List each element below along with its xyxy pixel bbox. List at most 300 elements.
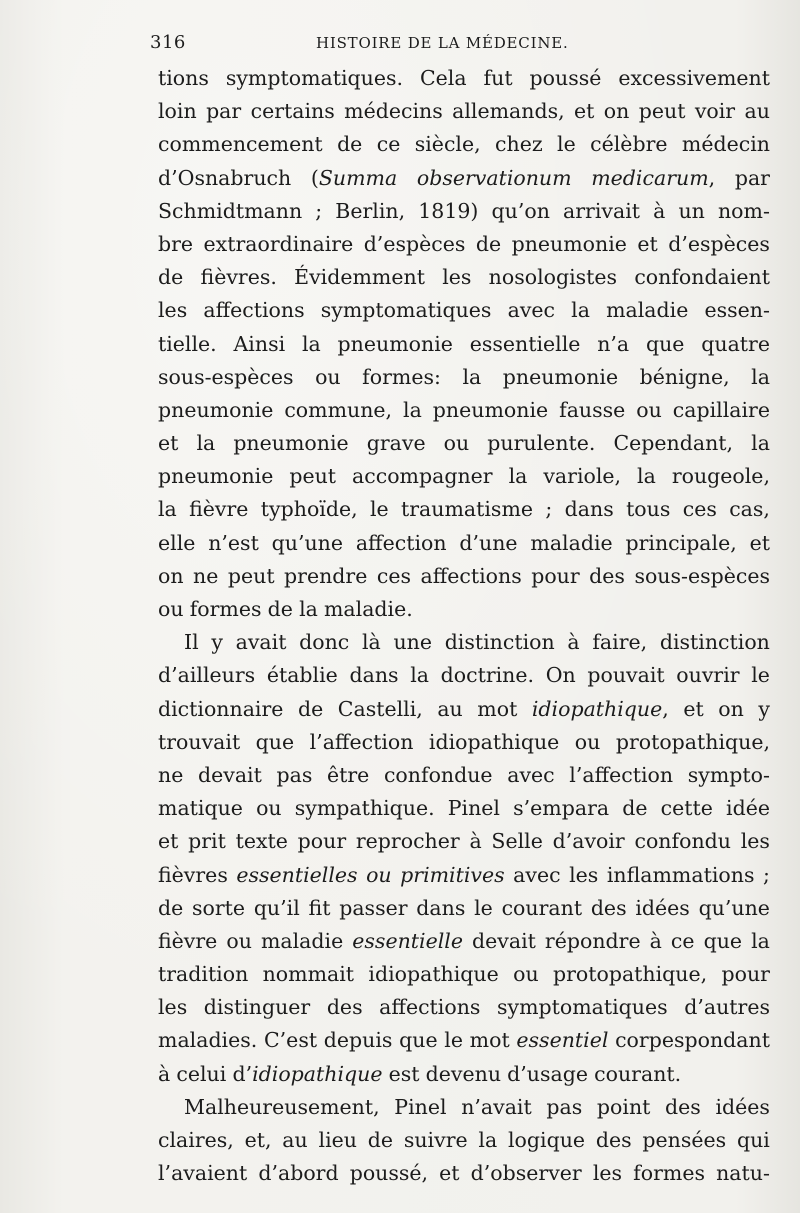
word: de bbox=[367, 1128, 394, 1152]
text-line bbox=[158, 1124, 770, 1157]
word: (Summa bbox=[310, 165, 398, 190]
text-line bbox=[158, 892, 770, 925]
word: affection bbox=[355, 530, 447, 555]
word: distinction bbox=[659, 630, 770, 655]
text-line bbox=[158, 925, 770, 958]
word: Malheureusement, bbox=[184, 1094, 380, 1119]
word: observationum bbox=[416, 165, 572, 190]
text-line bbox=[158, 228, 770, 261]
word: à bbox=[469, 829, 482, 854]
word: n’a bbox=[597, 331, 630, 356]
word: distinction bbox=[444, 630, 555, 655]
word: affections bbox=[420, 563, 522, 588]
word: siècle, bbox=[414, 132, 481, 157]
word: qui bbox=[736, 1128, 770, 1152]
text-line bbox=[158, 1024, 770, 1057]
word: Selle bbox=[491, 829, 543, 854]
word: que bbox=[255, 729, 295, 754]
text-line bbox=[158, 62, 770, 95]
word: idiopathique bbox=[368, 962, 499, 987]
word: qu’une bbox=[271, 530, 344, 555]
word: accompagner bbox=[352, 464, 493, 489]
word: et bbox=[637, 231, 658, 256]
word: Évidemment bbox=[294, 265, 425, 290]
word: établie bbox=[266, 663, 338, 688]
word: essentielle bbox=[352, 928, 463, 953]
word: maladies. bbox=[158, 1028, 258, 1053]
word: ouvrir bbox=[676, 663, 740, 688]
word: natu- bbox=[716, 1161, 770, 1186]
word: pas bbox=[276, 762, 313, 787]
word: des bbox=[665, 1094, 701, 1119]
word: de bbox=[158, 895, 184, 920]
word: logique bbox=[508, 1128, 586, 1152]
word: ou bbox=[315, 364, 341, 389]
word: médecin bbox=[681, 132, 770, 157]
word: que bbox=[399, 1028, 438, 1053]
text-line bbox=[158, 991, 770, 1024]
word: et bbox=[439, 1161, 460, 1186]
text-line bbox=[158, 1157, 770, 1190]
word: capillaire bbox=[672, 397, 770, 422]
word: d’Osnabruch bbox=[158, 165, 292, 190]
text-line bbox=[158, 361, 770, 394]
word: pneumonie bbox=[158, 464, 274, 489]
word: la bbox=[462, 364, 482, 389]
word: prit bbox=[188, 829, 226, 854]
word: avec bbox=[513, 862, 561, 887]
word: reprocher bbox=[355, 829, 460, 854]
word: à bbox=[653, 198, 666, 223]
word: poussé bbox=[529, 66, 602, 90]
word: certains bbox=[250, 99, 335, 124]
word: des bbox=[326, 995, 363, 1020]
word: pour bbox=[531, 563, 580, 588]
word: avec bbox=[507, 298, 556, 323]
word: y bbox=[211, 630, 223, 655]
word: les bbox=[158, 298, 188, 323]
word: d’abord bbox=[258, 1161, 339, 1186]
running-head bbox=[150, 32, 775, 56]
word: Il bbox=[184, 630, 199, 655]
word: rougeole, bbox=[671, 464, 770, 489]
word: cas, bbox=[729, 497, 770, 522]
text-line bbox=[158, 759, 770, 792]
word: pneumonie bbox=[502, 364, 619, 389]
word: voir bbox=[694, 99, 736, 124]
word: maladie. bbox=[323, 597, 413, 621]
word: devenu bbox=[425, 1061, 502, 1086]
word: courant bbox=[501, 895, 583, 920]
word: loin bbox=[158, 99, 197, 124]
word: texte bbox=[235, 829, 288, 854]
word: extraordinaire bbox=[203, 231, 354, 256]
word: commencement bbox=[158, 132, 323, 157]
word: tous bbox=[626, 497, 671, 522]
word: la bbox=[571, 298, 590, 323]
text-line bbox=[158, 95, 770, 128]
word: ces bbox=[682, 497, 717, 522]
word: ou bbox=[636, 397, 662, 422]
word: typhoïde, bbox=[260, 497, 358, 522]
word: protopathique, bbox=[552, 962, 708, 987]
word: bre bbox=[158, 231, 194, 256]
word: fut bbox=[483, 66, 513, 90]
word: formes: bbox=[362, 364, 441, 389]
word: Cependant, bbox=[613, 431, 734, 456]
word: idées bbox=[715, 1094, 770, 1119]
word: tielle. bbox=[158, 331, 217, 356]
word: la bbox=[508, 464, 528, 489]
text-line bbox=[158, 261, 770, 294]
text-line bbox=[158, 792, 770, 825]
word: Castelli, bbox=[337, 696, 423, 721]
word: prendre bbox=[284, 563, 368, 588]
word: à bbox=[567, 630, 580, 655]
word: fièvres. bbox=[200, 265, 277, 290]
word: de bbox=[267, 597, 293, 621]
word: fièvre bbox=[158, 928, 218, 953]
word: maladie bbox=[260, 928, 344, 953]
word: symptomatiques bbox=[496, 995, 668, 1020]
word: pas bbox=[546, 1094, 583, 1119]
text-line bbox=[158, 328, 770, 361]
word: une bbox=[393, 630, 432, 655]
word: un bbox=[678, 198, 705, 223]
word: ou bbox=[574, 729, 601, 754]
word: medicarum, bbox=[591, 165, 716, 190]
word: médecins bbox=[344, 99, 443, 124]
word: le bbox=[557, 132, 576, 157]
word: d’avoir bbox=[552, 829, 625, 854]
text-line bbox=[158, 128, 770, 161]
text-line bbox=[158, 460, 770, 493]
word: l’affection bbox=[569, 762, 674, 787]
word: idiopathique, bbox=[531, 696, 669, 721]
word: arrivait bbox=[563, 198, 640, 223]
word: au bbox=[437, 696, 463, 721]
word: maladie bbox=[606, 298, 689, 323]
word: au bbox=[282, 1128, 308, 1152]
word: lieu bbox=[318, 1128, 357, 1152]
word: l’avaient bbox=[158, 1161, 248, 1186]
word: maladie bbox=[530, 530, 613, 555]
word: point bbox=[596, 1094, 651, 1119]
word: celui bbox=[176, 1061, 227, 1086]
word: qu’une bbox=[698, 895, 770, 920]
word: pour bbox=[297, 829, 347, 854]
word: poussé, bbox=[349, 1161, 429, 1186]
text-line bbox=[158, 859, 770, 892]
word: dans bbox=[416, 895, 466, 920]
word: sorte bbox=[192, 895, 246, 920]
word: passer bbox=[339, 895, 408, 920]
word: d’une bbox=[459, 530, 518, 555]
word: claires, bbox=[158, 1128, 234, 1152]
word: faire, bbox=[592, 630, 648, 655]
word: pouvait bbox=[587, 663, 665, 688]
word: confondu bbox=[634, 829, 731, 854]
text-line bbox=[158, 560, 770, 593]
word: symptomatiques. bbox=[225, 66, 404, 90]
text-line bbox=[158, 294, 770, 327]
word: C’est bbox=[263, 1028, 318, 1053]
word: ces bbox=[376, 563, 411, 588]
word: fièvre bbox=[189, 497, 249, 522]
word: formes bbox=[189, 597, 262, 621]
word: pneumonie bbox=[158, 397, 274, 422]
word: la bbox=[751, 364, 770, 389]
word: la bbox=[403, 397, 422, 422]
word: qu’il bbox=[253, 895, 300, 920]
text-line bbox=[158, 394, 770, 427]
word: les bbox=[592, 1161, 623, 1186]
word: des bbox=[595, 1128, 632, 1152]
word: le bbox=[369, 497, 389, 522]
word: depuis bbox=[323, 1028, 393, 1053]
word: peut bbox=[638, 99, 686, 124]
word: à bbox=[649, 928, 662, 953]
word: essentielles bbox=[236, 862, 358, 887]
word: d’espèces bbox=[668, 231, 770, 256]
word: essentiel bbox=[516, 1028, 609, 1053]
word: de bbox=[337, 132, 363, 157]
word: la bbox=[637, 464, 656, 489]
word: être bbox=[327, 762, 370, 787]
word: et bbox=[574, 99, 595, 124]
word: de bbox=[475, 231, 502, 256]
text-line bbox=[158, 626, 770, 659]
word: mot bbox=[469, 1028, 510, 1053]
word: idée bbox=[726, 796, 770, 821]
word: tradition bbox=[158, 962, 249, 987]
word: et bbox=[158, 431, 179, 456]
word: au bbox=[744, 99, 770, 124]
word: ou bbox=[513, 962, 539, 987]
word: avait bbox=[235, 630, 287, 655]
word: la bbox=[196, 431, 216, 456]
word: et bbox=[158, 829, 179, 854]
word: ; bbox=[762, 862, 770, 887]
word: le bbox=[751, 663, 770, 688]
word: sympto- bbox=[687, 762, 770, 787]
word: bénigne, bbox=[639, 364, 730, 389]
word: sympathique. bbox=[294, 796, 435, 821]
word: nosologistes bbox=[488, 265, 618, 290]
word: ce bbox=[670, 928, 695, 953]
word: fièvres bbox=[158, 862, 228, 887]
word: d’usage bbox=[507, 1061, 589, 1086]
word: dictionnaire bbox=[158, 696, 284, 721]
word: à bbox=[158, 1061, 171, 1086]
word: les bbox=[740, 829, 770, 854]
page-number: 316 bbox=[150, 32, 186, 53]
word: ne bbox=[193, 563, 219, 588]
word: y bbox=[758, 696, 770, 721]
word: pensées bbox=[642, 1128, 727, 1152]
word: des bbox=[590, 895, 627, 920]
word: devait bbox=[197, 762, 262, 787]
word: qu’on bbox=[491, 198, 550, 223]
word: la bbox=[299, 597, 318, 621]
word: le bbox=[444, 1028, 463, 1053]
word: dans bbox=[349, 663, 399, 688]
word: formes bbox=[633, 1161, 705, 1186]
word: On bbox=[545, 663, 576, 688]
word: est bbox=[388, 1061, 420, 1086]
word: que bbox=[703, 928, 743, 953]
text-line bbox=[158, 1091, 770, 1124]
text-line bbox=[158, 693, 770, 726]
word: 1819) bbox=[418, 198, 479, 223]
word: symptomatiques bbox=[320, 298, 492, 323]
word: ou bbox=[366, 862, 392, 887]
word: la bbox=[751, 928, 770, 953]
word: matique bbox=[158, 796, 243, 821]
word: mot bbox=[477, 696, 518, 721]
word: suivre bbox=[403, 1128, 468, 1152]
word: elle bbox=[158, 530, 196, 555]
word: allemands, bbox=[452, 99, 565, 124]
word: on bbox=[158, 563, 184, 588]
word: affections bbox=[379, 995, 481, 1020]
word: fit bbox=[308, 895, 331, 920]
word: de bbox=[622, 796, 648, 821]
word: pneumonie bbox=[233, 431, 349, 456]
word: ; bbox=[315, 198, 323, 223]
word: essen- bbox=[704, 298, 770, 323]
word: la bbox=[478, 1128, 498, 1152]
word: dans bbox=[564, 497, 614, 522]
word: et bbox=[683, 696, 704, 721]
word: inflammations bbox=[606, 862, 755, 887]
word: primitives bbox=[400, 862, 505, 887]
word: Pinel bbox=[447, 796, 500, 821]
word: sous-espèces bbox=[634, 563, 770, 588]
text-line bbox=[158, 527, 770, 560]
word: la bbox=[751, 431, 770, 456]
body-text bbox=[158, 62, 770, 1190]
word: ce bbox=[376, 132, 401, 157]
word: l’affection bbox=[309, 729, 414, 754]
word: donc bbox=[299, 630, 350, 655]
text-line bbox=[158, 493, 770, 526]
word: Cela bbox=[419, 66, 467, 90]
page-header-title: HISTOIRE DE LA MÉDECINE. bbox=[316, 34, 569, 52]
word: ou bbox=[226, 928, 252, 953]
word: et bbox=[749, 530, 770, 555]
text-line bbox=[158, 958, 770, 991]
word: doctrine. bbox=[440, 663, 535, 688]
word: d’espèces bbox=[363, 231, 466, 256]
word: nom- bbox=[717, 198, 770, 223]
word: distinguer bbox=[203, 995, 311, 1020]
word: la bbox=[410, 663, 429, 688]
word: fausse bbox=[559, 397, 626, 422]
word: répondre bbox=[544, 928, 641, 953]
word: d’ailleurs bbox=[158, 663, 256, 688]
text-line bbox=[158, 427, 770, 460]
word: ; bbox=[545, 497, 553, 522]
word: Berlin, bbox=[335, 198, 406, 223]
word: cette bbox=[660, 796, 713, 821]
word: d’idiopathique bbox=[232, 1061, 383, 1086]
word: d’autres bbox=[684, 995, 770, 1020]
word: les bbox=[442, 265, 472, 290]
word: pour bbox=[721, 962, 770, 987]
word: peut bbox=[227, 563, 275, 588]
word: ou bbox=[443, 431, 470, 456]
word: idiopathique bbox=[428, 729, 560, 754]
word: corpespondant bbox=[615, 1028, 770, 1053]
word: ne bbox=[158, 762, 184, 787]
word: la bbox=[301, 331, 321, 356]
text-line bbox=[158, 659, 770, 692]
word: d’observer bbox=[470, 1161, 582, 1186]
word: là bbox=[361, 630, 381, 655]
word: pneumonie bbox=[337, 331, 453, 356]
word: pneumonie bbox=[511, 231, 627, 256]
word: variole, bbox=[543, 464, 622, 489]
word: purulente. bbox=[487, 431, 596, 456]
word: de bbox=[158, 265, 184, 290]
word: sous-espèces bbox=[158, 364, 294, 389]
word: par bbox=[734, 165, 770, 190]
word: chez bbox=[495, 132, 543, 157]
word: principale, bbox=[625, 530, 737, 555]
word: commune, bbox=[284, 397, 393, 422]
word: devait bbox=[472, 928, 536, 953]
word: idées bbox=[635, 895, 690, 920]
word: célèbre bbox=[590, 132, 668, 157]
word: s’empara bbox=[513, 796, 610, 821]
word: ou bbox=[158, 597, 184, 621]
word: tions bbox=[158, 66, 209, 90]
word: confondue bbox=[383, 762, 493, 787]
word: le bbox=[474, 895, 493, 920]
word: Ainsi bbox=[233, 331, 286, 356]
text-line bbox=[158, 1058, 770, 1091]
word: nommait bbox=[262, 962, 355, 987]
word: peut bbox=[289, 464, 337, 489]
text-line bbox=[158, 195, 770, 228]
word: on bbox=[603, 99, 630, 124]
text-line bbox=[158, 825, 770, 858]
word: confondaient bbox=[634, 265, 770, 290]
word: n’est bbox=[208, 530, 259, 555]
word: les bbox=[569, 862, 599, 887]
word: les bbox=[158, 995, 188, 1020]
word: n’avait bbox=[461, 1094, 532, 1119]
word: courant. bbox=[594, 1061, 682, 1086]
word: Pinel bbox=[394, 1094, 447, 1119]
word: Schmidtmann bbox=[158, 198, 303, 223]
word: trouvait bbox=[158, 729, 241, 754]
word: avec bbox=[507, 762, 555, 787]
word: que bbox=[645, 331, 685, 356]
word: excessivement bbox=[618, 66, 770, 90]
word: la bbox=[158, 497, 177, 522]
word: grave bbox=[366, 431, 426, 456]
word: traumatisme bbox=[401, 497, 534, 522]
word: protopathique, bbox=[615, 729, 770, 754]
word: quatre bbox=[701, 331, 770, 356]
word: on bbox=[718, 696, 744, 721]
word: ou bbox=[256, 796, 282, 821]
text-line bbox=[158, 162, 770, 195]
word: et, bbox=[244, 1128, 272, 1152]
word: par bbox=[206, 99, 242, 124]
